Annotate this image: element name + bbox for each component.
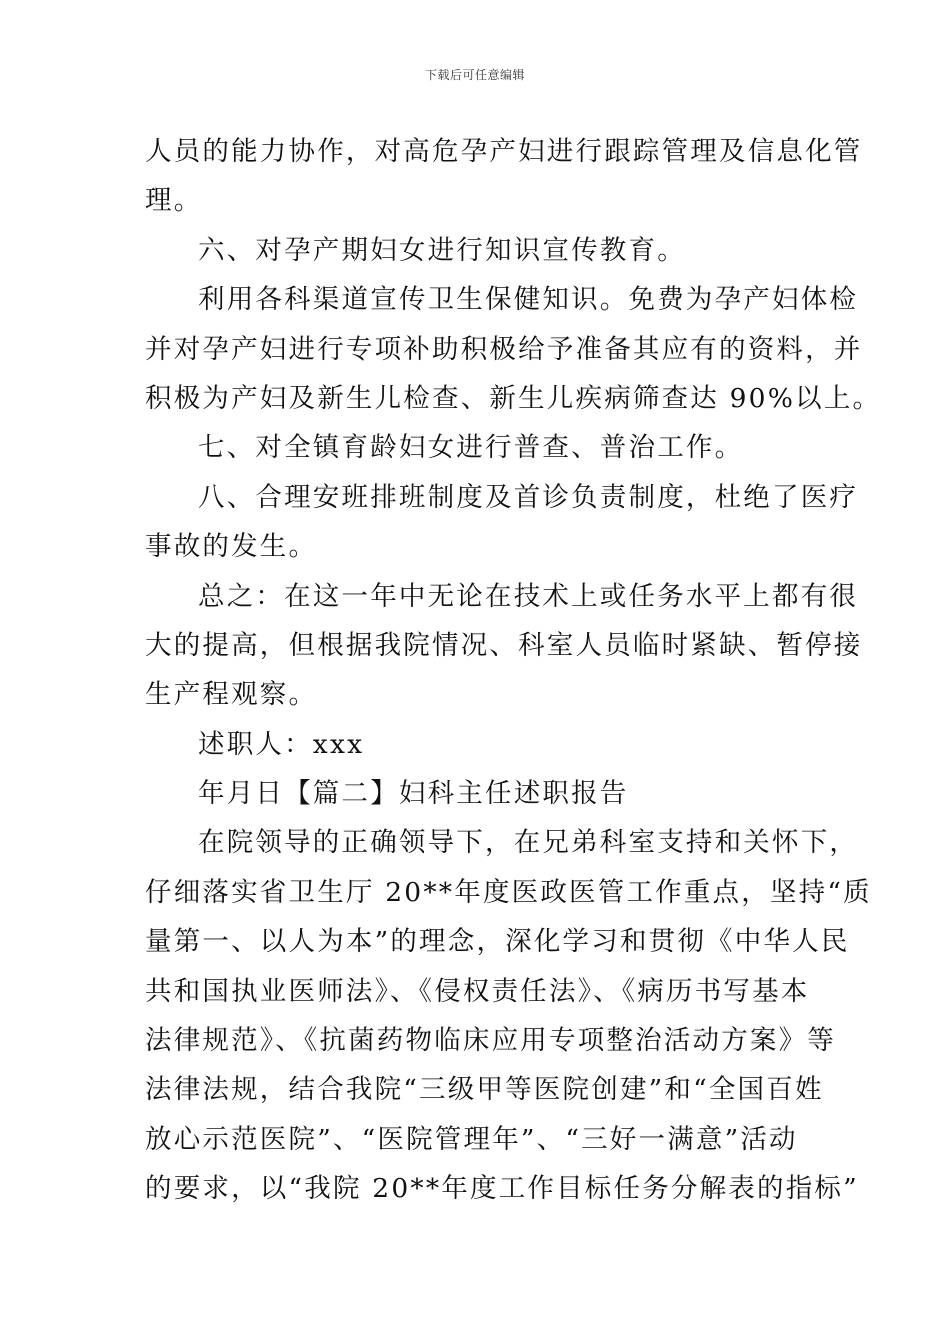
section-heading: 六、对孕产期妇女进行知识宣传教育。 [198,234,686,266]
text-line: 人员的能力协作，对高危孕产妇进行跟踪管理及信息化管 [145,136,863,167]
document-body [145,127,882,1214]
text-line: 共和国执业医师法》、《侵权责任法》、《病历书写基本 [145,975,810,1007]
section-heading: 七、对全镇育龄妇女进行普查、普治工作。 [198,432,744,464]
report-title-line: 年月日【篇二】妇科主任述职报告 [198,778,629,810]
text-line: 量第一、以人为本”的理念，深化学习和贯彻《中华人民 [145,926,850,958]
section-heading: 八、合理安班排班制度及首诊负责制度，杜绝了医疗 [198,481,859,513]
text-line: 法律法规，结合我院“三级甲等医院创建”和“全国百姓 [145,1074,824,1106]
text-line: 大的提高，但根据我院情况、科室人员临时紧缺、暂停接 [145,629,863,661]
text-line: 放心示范医院”、“医院管理年”、“三好一满意”活动 [145,1123,798,1155]
text-line: 在院领导的正确领导下，在兄弟科室支持和关怀下， [198,827,859,859]
page-header-note: 下载后可任意编辑 [424,68,525,82]
text-line: 利用各科渠道宣传卫生保健知识。免费为孕产妇体检 [198,284,859,316]
text-line: 法律规范》、《抗菌药物临床应用专项整治活动方案》等 [145,1025,836,1057]
text-line: 总之：在这一年中无论在技术上或任务水平上都有很 [198,580,859,612]
text-line: 理。 [145,185,203,217]
text-line: 积极为产妇及新生儿检查、新生儿疾病筛查达 90%以上。 [145,382,882,414]
text-line: 事故的发生。 [145,531,318,563]
text-line: 的要求，以“我院 20**年度工作目标任务分解表的指标” [145,1173,859,1205]
text-line: 生产程观察。 [145,679,318,711]
signature-line: 述职人：xxx [198,728,365,760]
text-line: 仔细落实省卫生厅 20**年度医政医管工作重点，坚持“质 [145,876,872,908]
text-line: 并对孕产妇进行专项补助积极给予准备其应有的资料，并 [145,333,863,365]
